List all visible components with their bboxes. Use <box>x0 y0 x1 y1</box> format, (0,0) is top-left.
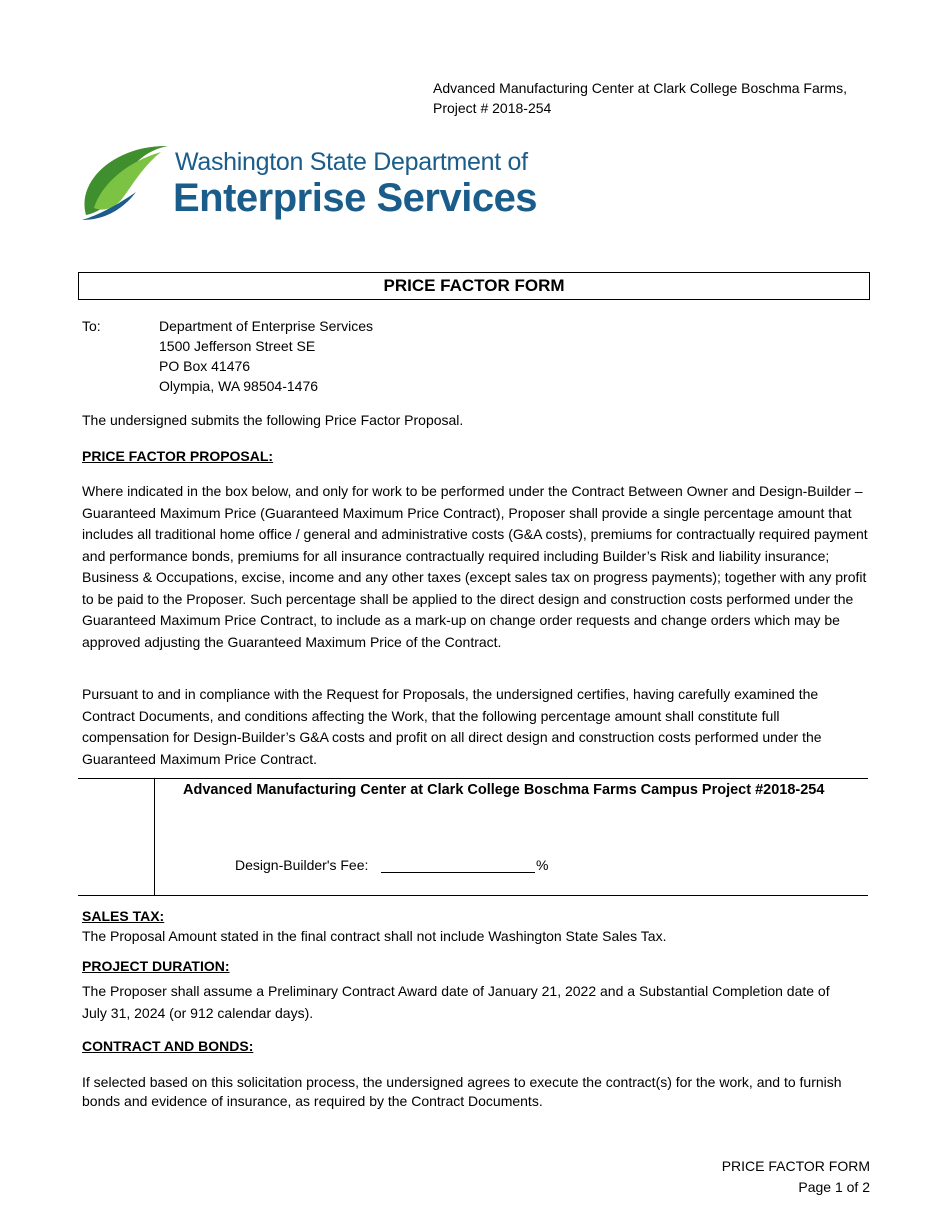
footer-form-name: PRICE FACTOR FORM <box>721 1158 870 1174</box>
page-number: Page 1 of 2 <box>798 1179 870 1195</box>
page-footer <box>722 1156 870 1198</box>
percent-sign: % <box>536 857 549 873</box>
sales-tax-text: The Proposal Amount stated in the final contract shall not include Washington State Sales Tax. <box>82 928 667 944</box>
address-line: Olympia, WA 98504-1476 <box>159 378 319 394</box>
project-reference <box>433 78 847 118</box>
contract-and-bonds-heading: CONTRACT AND BONDS: <box>82 1038 254 1054</box>
proposal-paragraph-1: Where indicated in the box below, and only for work to be performed under the Contract Between Owner and Design-Builder – Guaranteed Maximum Price (Guaranteed Maximum Price Contract), Proposer shall provide a single percentage amount that includes all traditional home office / general and administrative costs (G&A costs), premiums for contractually required payment and performance bonds, premiums for all insurance contractually required including Builder’s Risk and liability insurance; Business & Occupations, excise, income and any other taxes (except sales tax on progress payments); together with any profit to be paid to the Proposer. Such percentage shall be applied to the direct design and construction costs performed under the Guaranteed Maximum Price Contract, to include as a mark-up on change order requests and change orders which may be approved adjusting the Guaranteed Maximum Price of the Contract. <box>82 483 868 650</box>
des-leaf-logo-icon <box>76 140 176 230</box>
project-reference-line1: Advanced Manufacturing Center at Clark College Boschma Farms, <box>433 80 847 96</box>
address-line: 1500 Jefferson Street SE <box>159 338 316 354</box>
project-duration-text: The Proposer shall assume a Preliminary Contract Award date of January 21, 2022 and a Substantial Completion date of July 31, 2024 (or 912 calendar days). <box>82 983 830 1021</box>
sales-tax-heading: SALES TAX: <box>82 908 165 924</box>
project-reference-line2: Project # 2018-254 <box>433 100 552 116</box>
contract-and-bonds-text: If selected based on this solicitation process, the undersigned agrees to execute the contract(s) for the work, and to furnish bonds and evidence of insurance, as required by the Contract Documents. <box>82 1074 842 1109</box>
proposal-paragraph-2: Pursuant to and in compliance with the Request for Proposals, the undersigned certifies, having carefully examined the Contract Documents, and conditions affecting the Work, that the following percentage amount shall constitute full compensation for Design-Builder’s G&A costs and profit on all direct design and construction costs performed under the Guaranteed Maximum Price Contract. <box>82 686 822 767</box>
form-title: PRICE FACTOR FORM <box>78 272 870 300</box>
to-label: To: <box>82 318 101 334</box>
fee-table-title: Advanced Manufacturing Center at Clark College Boschma Farms Campus Project #2018-254 <box>183 782 825 798</box>
logo-text-department: Washington State Department of <box>175 148 528 176</box>
address-line: PO Box 41476 <box>159 358 251 374</box>
intro-text: The undersigned submits the following Price Factor Proposal. <box>82 412 464 428</box>
logo-text-enterprise-services: Enterprise Services <box>173 176 538 220</box>
design-builder-fee-field[interactable] <box>381 872 535 873</box>
price-factor-proposal-heading: PRICE FACTOR PROPOSAL: <box>82 448 274 464</box>
design-builder-fee-label: Design-Builder's Fee: <box>235 857 369 873</box>
project-duration-heading: PROJECT DURATION: <box>82 958 230 974</box>
address-line: Department of Enterprise Services <box>159 318 373 334</box>
fee-table-divider <box>154 778 155 895</box>
address-block <box>159 316 373 396</box>
